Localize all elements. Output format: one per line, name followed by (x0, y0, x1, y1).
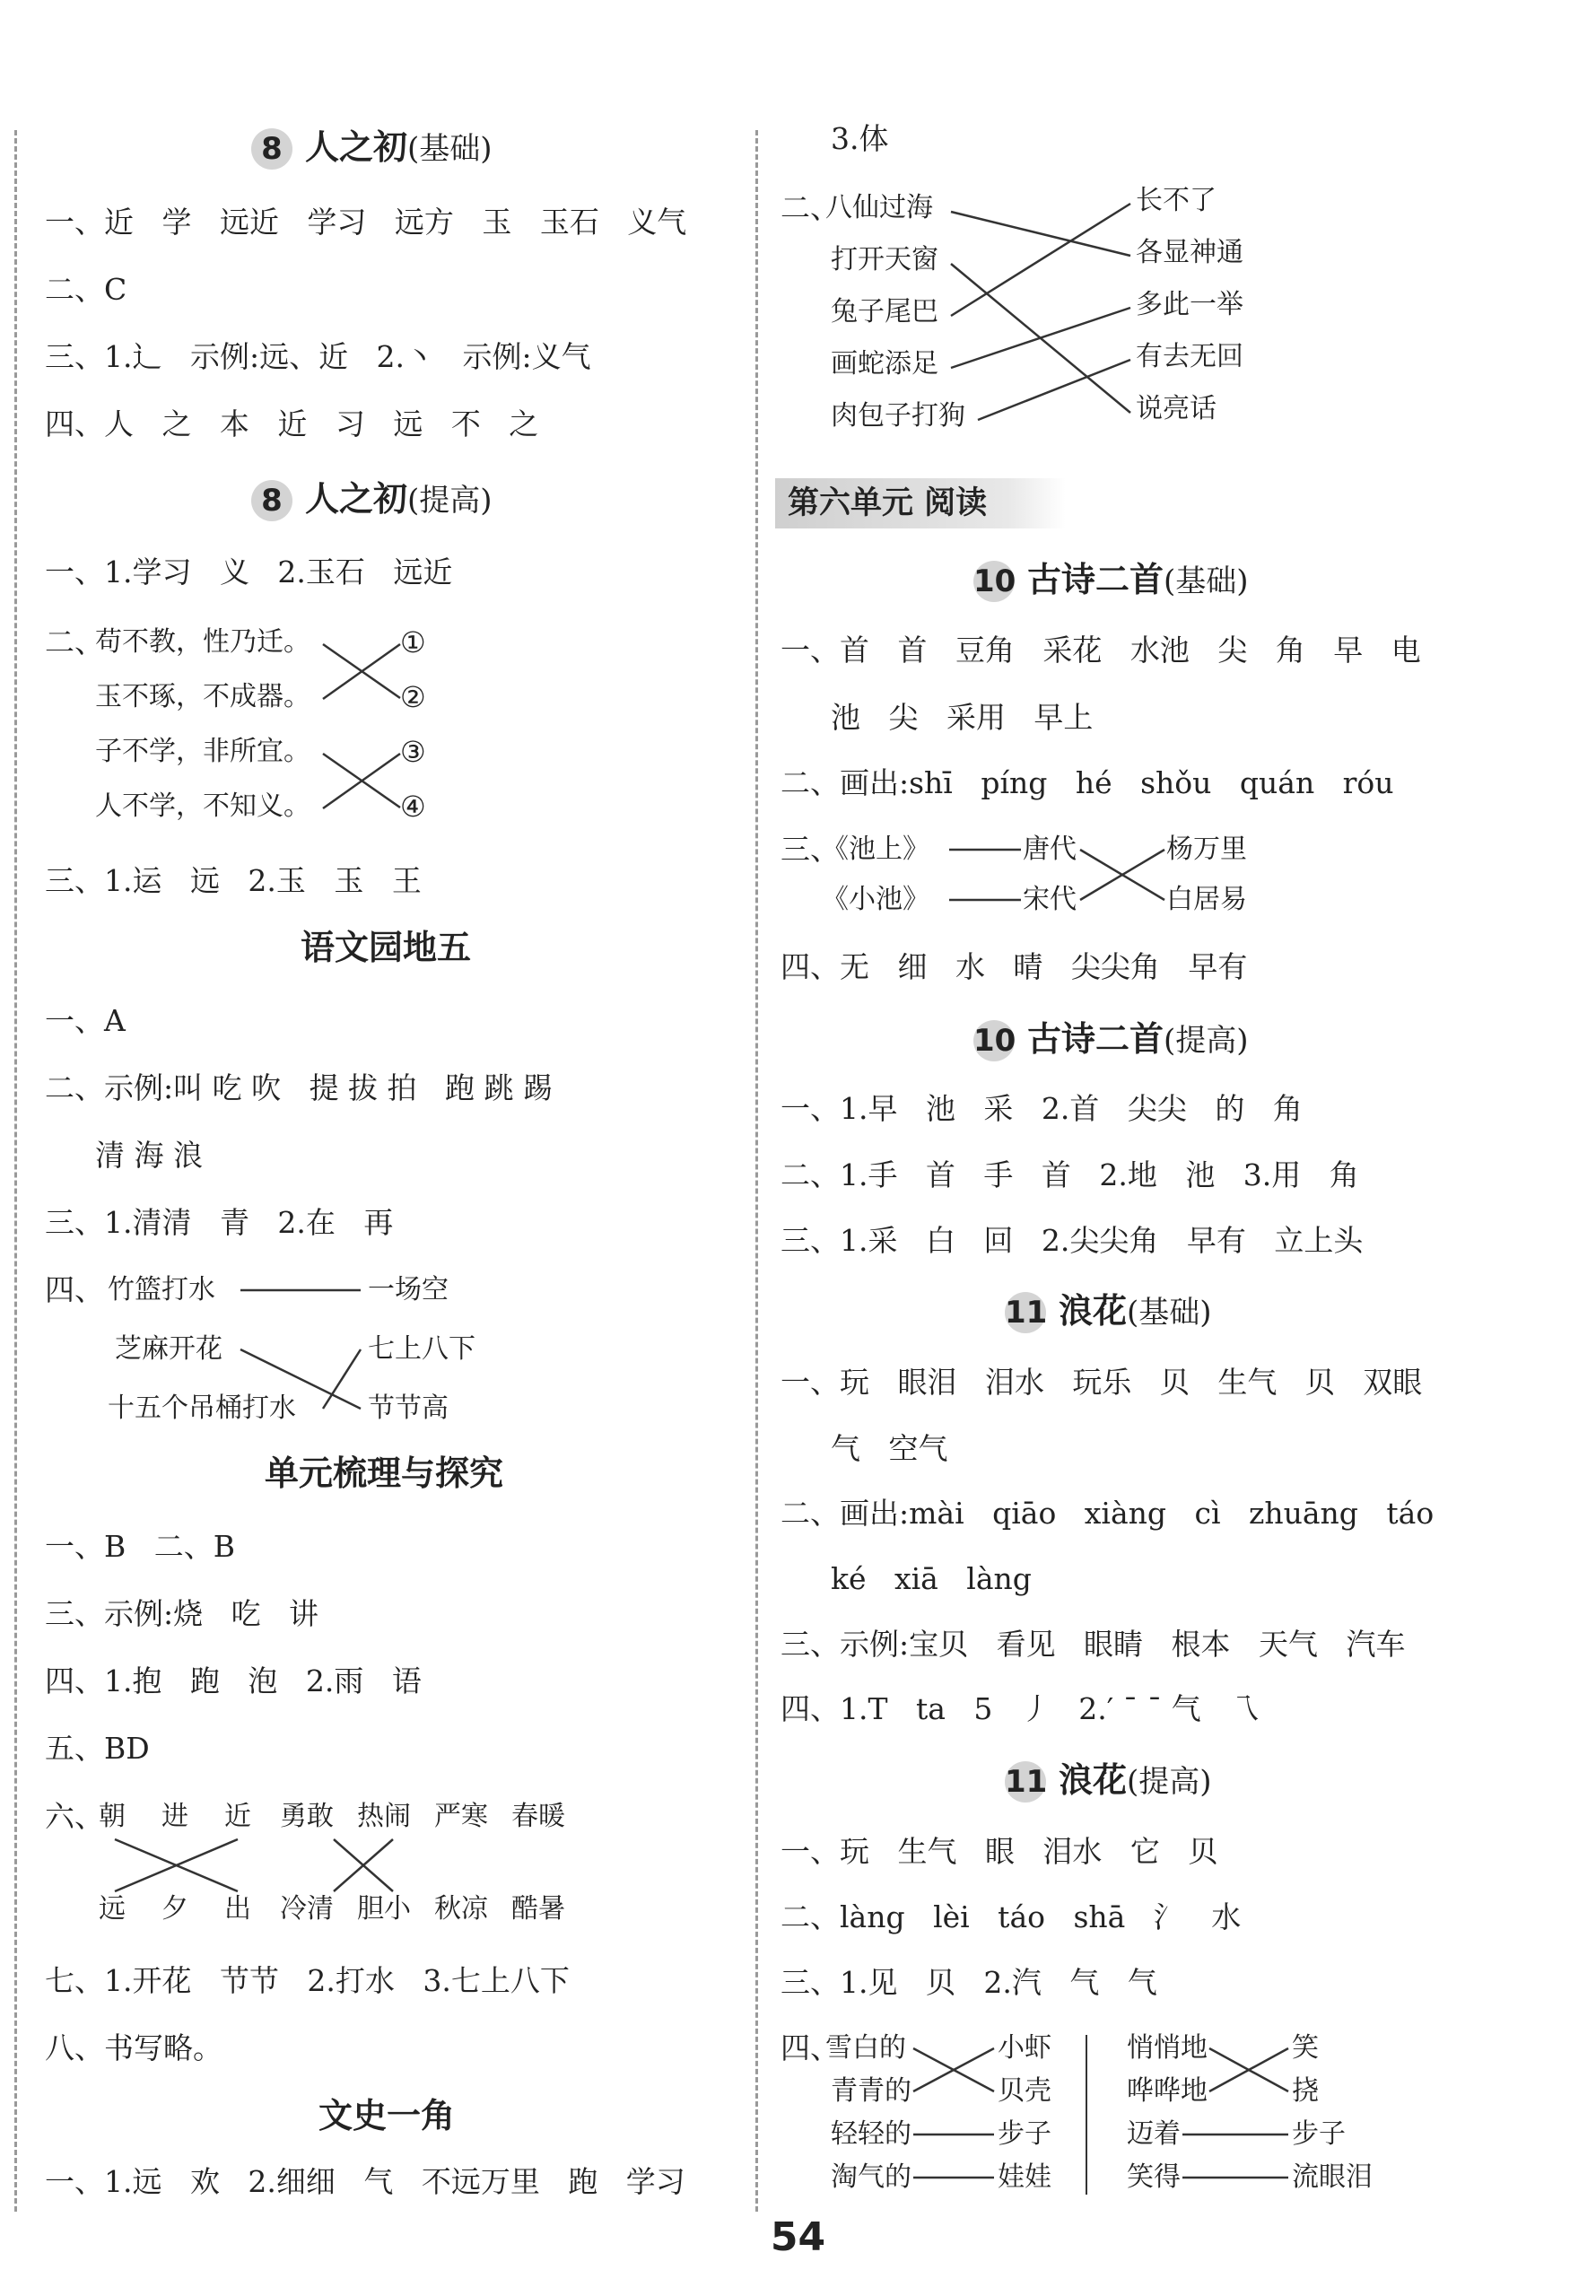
idiom-left: 十五个吊桶打水 (108, 1392, 296, 1424)
section-title-yuwen-yuandi: 语文园地五 (301, 928, 472, 967)
phrase-left: 打开天窗 (831, 244, 938, 275)
answer-line: 一、玩 生气 眼 泪水 它 贝 (781, 1834, 1218, 1869)
pair-b-left: 悄悄地 (1127, 2032, 1208, 2064)
answer-line: 三、示例:烧 吃 讲 (45, 1596, 319, 1631)
word-top: 春暖 (511, 1801, 565, 1832)
answer-line: ké xiā làng (831, 1561, 1032, 1596)
match-item-right: ② (400, 680, 426, 714)
poet: 杨万里 (1166, 834, 1247, 865)
pair-b-left: 哗哗地 (1127, 2075, 1208, 2107)
answer-line: 三、1.辶 示例:远、近 2.丶 示例:义气 (45, 339, 591, 374)
match-item-right: ① (400, 625, 426, 659)
answer-line: 三、1.见 贝 2.汽 气 气 (781, 1965, 1157, 2000)
answer-label: 三、 (781, 832, 840, 867)
pair-b-right: 笑 (1292, 2032, 1319, 2064)
pair-b-right: 步子 (1292, 2118, 1346, 2150)
answer-label: 六、 (45, 1799, 104, 1834)
phrase-right: 说亮话 (1136, 393, 1217, 424)
lesson-number: 8 (251, 128, 292, 170)
answer-line: 一、1.学习 义 2.玉石 远近 (45, 554, 453, 589)
dynasty: 唐代 (1023, 834, 1077, 865)
answer-line: 一、1.远 欢 2.细细 气 不远万里 跑 学习 (45, 2164, 685, 2199)
lesson-name: 人之初 (305, 479, 408, 519)
pair-b-right: 流眼泪 (1292, 2161, 1373, 2193)
answer-line: 一、近 学 远近 学习 远方 玉 玉石 义气 (45, 205, 687, 240)
answer-line: 一、1.早 池 采 2.首 尖尖 的 角 (781, 1091, 1303, 1126)
match-item-left: 人不学，不知义。 (95, 790, 310, 822)
pair-a-right: 娃娃 (998, 2161, 1051, 2193)
answer-line: 一、A (45, 1003, 126, 1038)
phrase-left: 兔子尾巴 (831, 296, 938, 327)
match-item-left: 苟不教，性乃迁。 (95, 626, 310, 658)
pair-a-left: 淘气的 (831, 2161, 911, 2193)
page-number: 54 (770, 2214, 826, 2260)
answer-line: 二、画出:mài qiāo xiàng cì zhuāng táo (781, 1496, 1435, 1531)
lesson-number: 11 (1005, 1761, 1046, 1803)
idiom-right: 节节高 (368, 1392, 449, 1424)
word-bottom: 秋凉 (434, 1893, 488, 1925)
phrase-left: 八仙过海 (825, 192, 933, 223)
answer-line: 二、示例:叫 吃 吹 提 拔 拍 跑 跳 踢 (45, 1070, 553, 1105)
word-top: 严寒 (434, 1801, 488, 1832)
answer-line: 五、BD (45, 1731, 150, 1766)
word-top: 勇敢 (280, 1801, 334, 1832)
phrase-left: 肉包子打狗 (831, 400, 965, 432)
idiom-right: 一场空 (368, 1274, 449, 1305)
answer-label: 四、 (45, 1272, 104, 1307)
lesson-number: 10 (973, 561, 1015, 602)
dynasty: 宋代 (1023, 884, 1077, 915)
word-top: 朝 (99, 1801, 126, 1832)
answer-label: 二、 (45, 624, 104, 659)
word-bottom: 出 (224, 1893, 251, 1925)
column-divider (755, 130, 758, 2212)
match-item-right: ④ (400, 790, 426, 824)
lesson-level: (基础) (1127, 1295, 1212, 1331)
poet: 白居易 (1166, 884, 1247, 915)
match-item-left: 玉不琢，不成器。 (95, 681, 310, 712)
answer-line: 清 海 浪 (95, 1138, 203, 1173)
pair-a-right: 小虾 (998, 2032, 1051, 2064)
lesson-level: (提高) (1127, 1764, 1212, 1800)
answer-line: 八、书写略。 (45, 2030, 222, 2065)
answer-line: 三、1.清清 青 2.在 再 (45, 1205, 394, 1240)
answer-line: 3.体 (831, 121, 889, 156)
answer-line: 池 尖 采用 早上 (831, 700, 1094, 735)
phrase-right: 长不了 (1136, 185, 1217, 216)
lesson-number: 8 (251, 480, 292, 521)
section-title-unit-review: 单元梳理与探究 (265, 1454, 504, 1493)
answer-line: 三、示例:宝贝 看见 眼睛 根本 天气 汽车 (781, 1627, 1406, 1662)
answer-line: 一、玩 眼泪 泪水 玩乐 贝 生气 贝 双眼 (781, 1365, 1423, 1400)
match-item-left: 子不学，非所宜。 (95, 736, 310, 767)
lesson-name: 古诗二首 (1027, 1019, 1164, 1059)
lesson-level: (基础) (407, 131, 493, 167)
right-column (781, 0, 1561, 2225)
answer-line: 二、C (45, 272, 127, 307)
answer-line: 二、1.手 首 手 首 2.地 池 3.用 角 (781, 1157, 1359, 1192)
match-item-right: ③ (400, 735, 426, 769)
pair-a-right: 步子 (998, 2118, 1051, 2150)
lesson-name: 人之初 (305, 127, 408, 167)
word-bottom: 夕 (161, 1893, 188, 1925)
left-margin-divider (14, 130, 17, 2212)
answer-line: 三、1.运 远 2.玉 玉 王 (45, 863, 422, 898)
poem-title: 《小池》 (822, 884, 929, 915)
answer-line: 四、无 细 水 晴 尖尖角 早有 (781, 949, 1248, 984)
phrase-right: 各显神通 (1136, 237, 1243, 268)
answer-line: 二、画出:shī píng hé shǒu quán róu (781, 765, 1394, 800)
word-bottom: 胆小 (357, 1893, 411, 1925)
pair-b-left: 笑得 (1127, 2161, 1181, 2193)
pair-b-left: 迈着 (1127, 2118, 1181, 2150)
unit-banner: 第六单元 阅读 (775, 478, 1066, 528)
word-bottom: 酷暑 (511, 1893, 565, 1925)
word-top: 热闹 (357, 1801, 411, 1832)
poem-title: 《池上》 (822, 834, 929, 865)
lesson-number: 10 (973, 1020, 1015, 1061)
word-bottom: 冷清 (280, 1893, 334, 1925)
word-bottom: 远 (99, 1893, 126, 1925)
left-column (45, 0, 745, 2225)
idiom-left: 竹篮打水 (108, 1274, 215, 1305)
phrase-right: 多此一举 (1136, 289, 1243, 320)
antonym-lines (45, 0, 745, 1974)
pair-a-left: 轻轻的 (831, 2118, 911, 2150)
phrase-left: 画蛇添足 (831, 348, 938, 380)
lesson-number: 11 (1005, 1292, 1046, 1333)
word-top: 进 (161, 1801, 188, 1832)
answer-line: 一、首 首 豆角 采花 水池 尖 角 早 电 (781, 633, 1421, 668)
lesson-name: 浪花 (1059, 1291, 1128, 1331)
answer-line: 四、1.T ta 5 丿 2.′ ˉ ˉ 气 乁 (781, 1691, 1260, 1726)
pair-lines (781, 0, 1561, 2225)
lesson-level: (提高) (407, 483, 493, 519)
answer-label: 二、 (781, 190, 840, 225)
pair-b-right: 挠 (1292, 2075, 1319, 2107)
pair-a-right: 贝壳 (998, 2075, 1051, 2107)
answer-line: 气 空气 (831, 1431, 948, 1466)
pair-a-left: 青青的 (831, 2075, 911, 2107)
idiom-left: 芝麻开花 (115, 1333, 222, 1365)
answer-line: 三、1.采 白 回 2.尖尖角 早有 立上头 (781, 1223, 1364, 1258)
idiom-right: 七上八下 (368, 1333, 475, 1365)
lesson-name: 浪花 (1059, 1760, 1128, 1800)
answer-line: 一、B 二、B (45, 1529, 235, 1564)
pair-a-left: 雪白的 (825, 2032, 906, 2064)
answer-line: 四、1.抱 跑 泡 2.雨 语 (45, 1663, 422, 1698)
answer-label: 四、 (781, 2030, 840, 2065)
answer-line: 四、人 之 本 近 习 远 不 之 (45, 406, 539, 441)
phrase-right: 有去无回 (1136, 341, 1243, 372)
lesson-level: (提高) (1164, 1023, 1249, 1059)
lesson-level: (基础) (1164, 563, 1249, 599)
lesson-name: 古诗二首 (1027, 560, 1164, 599)
answer-line: 七、1.开花 节节 2.打水 3.七上八下 (45, 1963, 570, 1998)
section-title-history-corner: 文史一角 (318, 2096, 456, 2135)
answer-line: 二、làng lèi táo shā 氵 水 (781, 1899, 1242, 1934)
word-top: 近 (224, 1801, 251, 1832)
